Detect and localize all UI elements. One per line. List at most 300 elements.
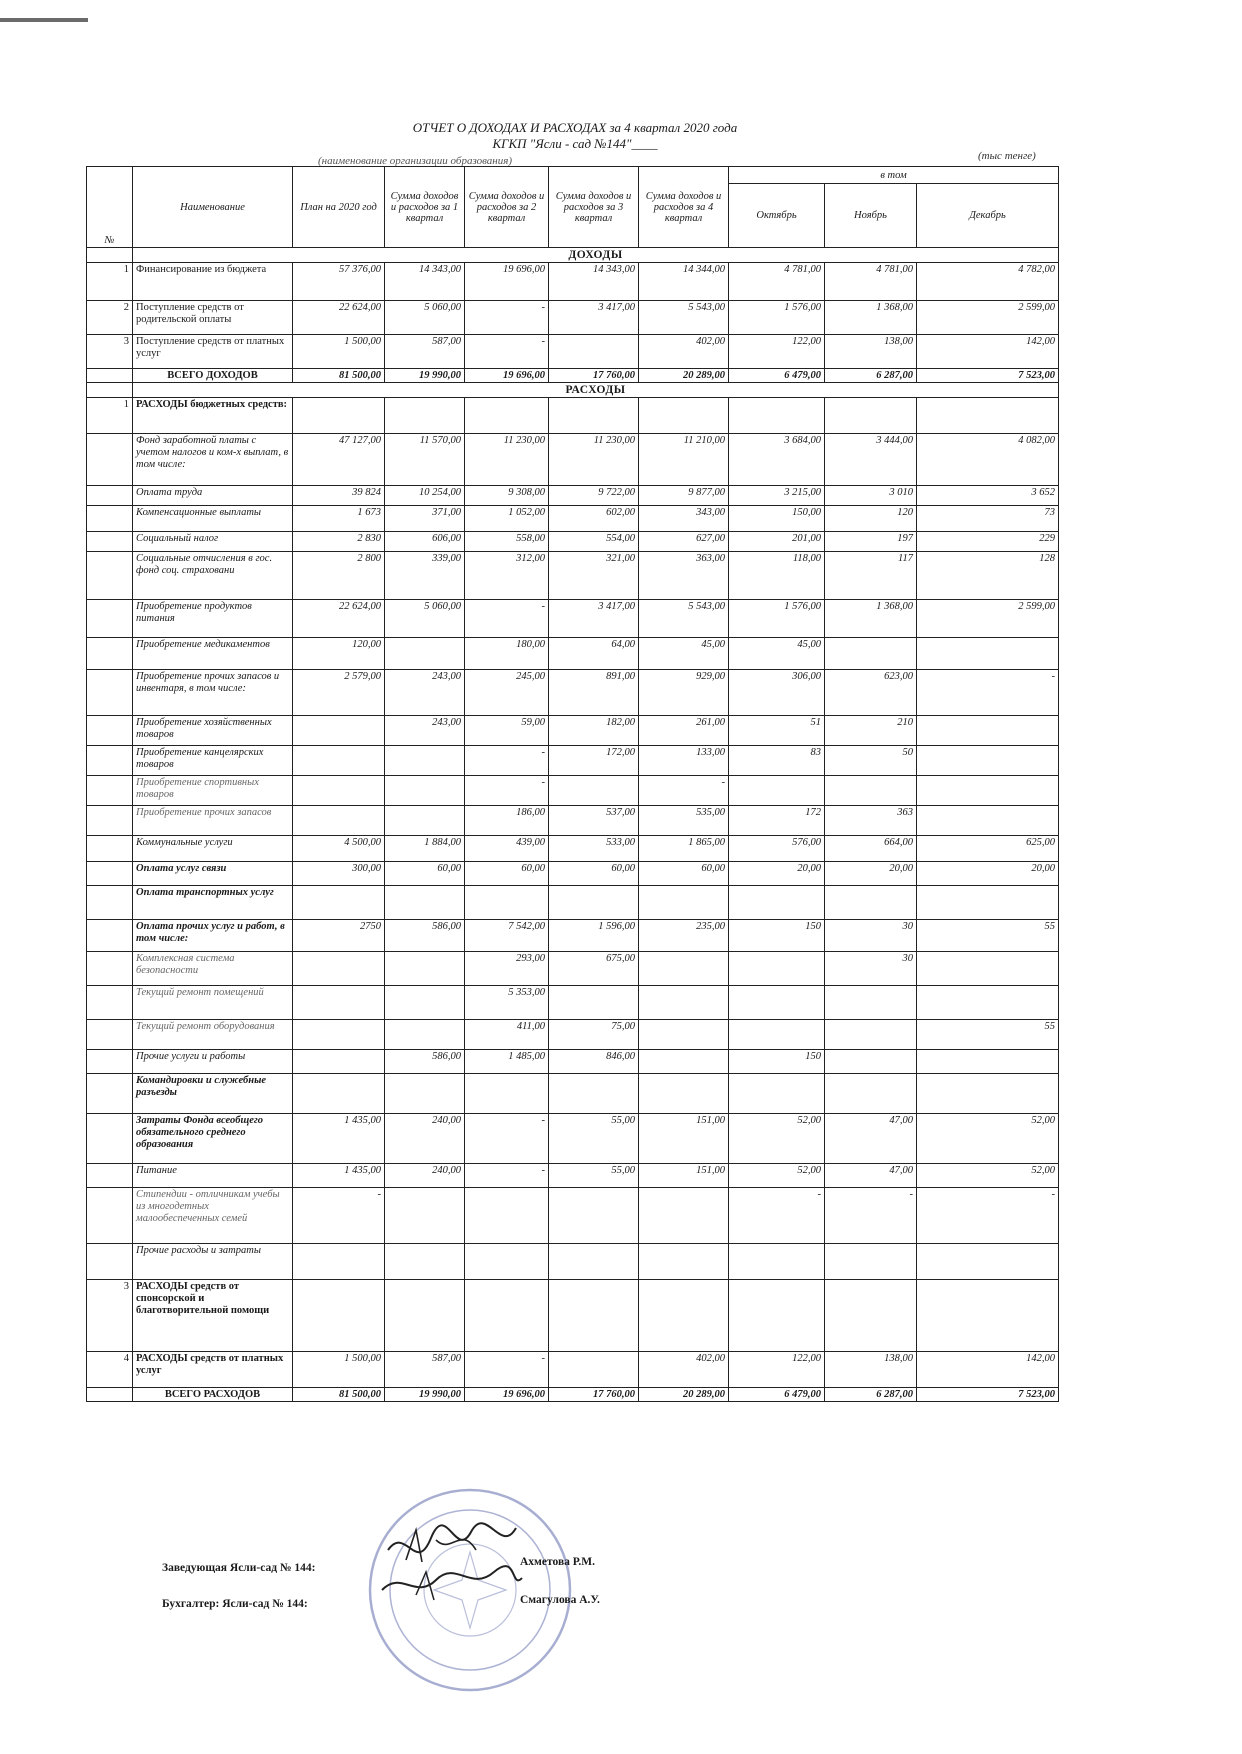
cell-q4: 343,00 <box>639 506 729 532</box>
accountant-name: Смагулова А.У. <box>520 1594 600 1606</box>
row-number <box>87 716 133 746</box>
cell-nov <box>825 886 917 920</box>
expense-row <box>87 1244 1059 1280</box>
cell-nov: - <box>825 1188 917 1244</box>
cell-q4 <box>639 1074 729 1114</box>
cell-q1: 339,00 <box>385 552 465 600</box>
cell-dec: 2 599,00 <box>917 301 1059 335</box>
cell-plan: 120,00 <box>293 638 385 670</box>
total-q1: 19 990,00 <box>385 1388 465 1402</box>
cell-q1 <box>385 886 465 920</box>
cell-plan: 22 624,00 <box>293 301 385 335</box>
cell-q3 <box>549 1352 639 1388</box>
header-name: Наименование <box>133 167 293 248</box>
row-number <box>87 746 133 776</box>
cell-oct: 576,00 <box>729 836 825 862</box>
cell-dec: 229 <box>917 532 1059 552</box>
cell-q1: 587,00 <box>385 1352 465 1388</box>
cell-nov: 138,00 <box>825 335 917 369</box>
cell-q1 <box>385 398 465 434</box>
cell-q2: - <box>465 1352 549 1388</box>
cell-q1 <box>385 746 465 776</box>
cell-q4: 1 865,00 <box>639 836 729 862</box>
cell-oct: 45,00 <box>729 638 825 670</box>
cell-oct: 201,00 <box>729 532 825 552</box>
cell-nov: 117 <box>825 552 917 600</box>
row-name: Поступление средств от родительской оплаты <box>133 301 293 335</box>
cell-q2: 59,00 <box>465 716 549 746</box>
row-name: Затраты Фонда всеобщего обязательного среднего образования <box>133 1114 293 1164</box>
cell-q3: 533,00 <box>549 836 639 862</box>
cell-plan <box>293 746 385 776</box>
cell-q1: 60,00 <box>385 862 465 886</box>
cell-nov: 210 <box>825 716 917 746</box>
cell-q2 <box>465 1074 549 1114</box>
cell-q2: - <box>465 776 549 806</box>
cell-dec: 52,00 <box>917 1114 1059 1164</box>
cell-plan <box>293 1280 385 1352</box>
cell-q3 <box>549 1280 639 1352</box>
cell-q2: 312,00 <box>465 552 549 600</box>
cell-plan: 1 500,00 <box>293 335 385 369</box>
cell-nov <box>825 398 917 434</box>
row-number <box>87 836 133 862</box>
cell-q1 <box>385 638 465 670</box>
cell-nov: 1 368,00 <box>825 301 917 335</box>
cell-q1 <box>385 776 465 806</box>
total-q3: 17 760,00 <box>549 1388 639 1402</box>
cell-q4 <box>639 398 729 434</box>
row-name: РАСХОДЫ средств от спонсорской и благотворительной помощи <box>133 1280 293 1352</box>
cell-plan: 2 800 <box>293 552 385 600</box>
total-q3: 17 760,00 <box>549 369 639 383</box>
cell-q3 <box>549 335 639 369</box>
cell-plan: 2 830 <box>293 532 385 552</box>
cell-q2 <box>465 1188 549 1244</box>
cell-q1 <box>385 1074 465 1114</box>
row-name: РАСХОДЫ бюджетных средств: <box>133 398 293 434</box>
row-number <box>87 506 133 532</box>
row-number <box>87 1114 133 1164</box>
row-name: Приобретение канцелярских товаров <box>133 746 293 776</box>
cell-nov <box>825 986 917 1020</box>
cell-q1 <box>385 986 465 1020</box>
expense-row <box>87 952 1059 986</box>
cell-q2: 7 542,00 <box>465 920 549 952</box>
scan-edge-mark <box>0 18 88 22</box>
cell-dec <box>917 776 1059 806</box>
cell-q4: - <box>639 776 729 806</box>
cell-q4: 261,00 <box>639 716 729 746</box>
cell-nov: 47,00 <box>825 1164 917 1188</box>
row-name: Приобретение прочих запасов <box>133 806 293 836</box>
total-plan: 81 500,00 <box>293 369 385 383</box>
total-q1: 19 990,00 <box>385 369 465 383</box>
cell-q3 <box>549 886 639 920</box>
cell-plan <box>293 1050 385 1074</box>
expense-row <box>87 600 1059 638</box>
cell-oct: 51 <box>729 716 825 746</box>
head-name: Ахметова Р.М. <box>520 1556 595 1568</box>
cell-nov <box>825 1244 917 1280</box>
expense-row <box>87 836 1059 862</box>
cell-q2: 411,00 <box>465 1020 549 1050</box>
cell-q1: 587,00 <box>385 335 465 369</box>
cell-q2: 558,00 <box>465 532 549 552</box>
expense-row <box>87 1280 1059 1352</box>
cell-q3: 64,00 <box>549 638 639 670</box>
cell-oct <box>729 776 825 806</box>
cell-q4: 5 543,00 <box>639 301 729 335</box>
cell-q3 <box>549 398 639 434</box>
cell-q3: 60,00 <box>549 862 639 886</box>
row-number: 4 <box>87 1352 133 1388</box>
cell-plan <box>293 716 385 746</box>
cell-nov: 1 368,00 <box>825 600 917 638</box>
expense-section-title <box>87 383 1059 398</box>
expense-row <box>87 1164 1059 1188</box>
cell-q3: 554,00 <box>549 532 639 552</box>
cell-q2: 439,00 <box>465 836 549 862</box>
cell-q2: 186,00 <box>465 806 549 836</box>
cell-plan: 4 500,00 <box>293 836 385 862</box>
row-number <box>87 434 133 486</box>
row-name: Текущий ремонт помещений <box>133 986 293 1020</box>
cell-q2: 11 230,00 <box>465 434 549 486</box>
row-number <box>87 952 133 986</box>
cell-dec: 52,00 <box>917 1164 1059 1188</box>
cell-oct: 52,00 <box>729 1164 825 1188</box>
income-section-title <box>87 248 1059 263</box>
header-group: в том <box>729 167 1059 184</box>
cell-nov: 197 <box>825 532 917 552</box>
cell-q3: 675,00 <box>549 952 639 986</box>
head-label: Заведующая Ясли-сад № 144: <box>162 1562 316 1574</box>
expense-row <box>87 506 1059 532</box>
cell-oct <box>729 1074 825 1114</box>
cell-nov <box>825 1280 917 1352</box>
row-name: Оплата труда <box>133 486 293 506</box>
cell-oct <box>729 1244 825 1280</box>
cell-q1: 10 254,00 <box>385 486 465 506</box>
cell-q3: 55,00 <box>549 1164 639 1188</box>
cell-plan <box>293 886 385 920</box>
cell-q1 <box>385 952 465 986</box>
total-oct: 6 479,00 <box>729 369 825 383</box>
expense-row <box>87 776 1059 806</box>
cell-nov: 20,00 <box>825 862 917 886</box>
total-oct: 6 479,00 <box>729 1388 825 1402</box>
row-name: Текущий ремонт оборудования <box>133 1020 293 1050</box>
row-name: Компенсационные выплаты <box>133 506 293 532</box>
cell-q2 <box>465 886 549 920</box>
row-name: Приобретение медикаментов <box>133 638 293 670</box>
cell-dec <box>917 1050 1059 1074</box>
cell-dec <box>917 746 1059 776</box>
expense-row <box>87 1020 1059 1050</box>
cell-q2: - <box>465 600 549 638</box>
cell-q4 <box>639 952 729 986</box>
cell-q3 <box>549 1074 639 1114</box>
header-nov: Ноябрь <box>825 184 917 248</box>
cell-nov: 47,00 <box>825 1114 917 1164</box>
row-number <box>87 532 133 552</box>
cell-oct: - <box>729 1188 825 1244</box>
cell-q3: 55,00 <box>549 1114 639 1164</box>
cell-oct: 83 <box>729 746 825 776</box>
income-total-row <box>87 369 1059 383</box>
cell-plan: 2750 <box>293 920 385 952</box>
expense-total-row <box>87 1388 1059 1402</box>
cell-q1: 371,00 <box>385 506 465 532</box>
row-number <box>87 670 133 716</box>
cell-q4 <box>639 1188 729 1244</box>
row-name: Приобретение прочих запасов и инвентаря, в том числе: <box>133 670 293 716</box>
total-nov: 6 287,00 <box>825 369 917 383</box>
cell-oct <box>729 1020 825 1050</box>
cell-oct: 52,00 <box>729 1114 825 1164</box>
cell-dec <box>917 1244 1059 1280</box>
row-name: Приобретение продуктов питания <box>133 600 293 638</box>
cell-nov <box>825 638 917 670</box>
cell-q1 <box>385 1280 465 1352</box>
row-name: Стипендии - отличникам учебы из многодетных малообеспеченных семей <box>133 1188 293 1244</box>
cell-nov: 3 444,00 <box>825 434 917 486</box>
cell-q4: 402,00 <box>639 1352 729 1388</box>
cell-oct: 172 <box>729 806 825 836</box>
cell-q3: 14 343,00 <box>549 263 639 301</box>
total-q4: 20 289,00 <box>639 369 729 383</box>
cell-q1: 11 570,00 <box>385 434 465 486</box>
cell-oct: 3 215,00 <box>729 486 825 506</box>
cell-nov: 30 <box>825 952 917 986</box>
row-name: Приобретение спортивных товаров <box>133 776 293 806</box>
cell-q1: 240,00 <box>385 1164 465 1188</box>
cell-q3 <box>549 986 639 1020</box>
cell-plan: 57 376,00 <box>293 263 385 301</box>
report-title-line1: ОТЧЕТ О ДОХОДАХ И РАСХОДАХ за 4 квартал 2020 года <box>412 120 738 135</box>
cell-q4 <box>639 1050 729 1074</box>
row-number <box>87 776 133 806</box>
row-number: 2 <box>87 301 133 335</box>
cell-q3: 602,00 <box>549 506 639 532</box>
cell-q3: 9 722,00 <box>549 486 639 506</box>
income-row <box>87 263 1059 301</box>
cell-plan: 22 624,00 <box>293 600 385 638</box>
cell-oct <box>729 1280 825 1352</box>
cell-oct <box>729 398 825 434</box>
cell-q4: 151,00 <box>639 1114 729 1164</box>
expense-row <box>87 1188 1059 1244</box>
row-number <box>87 886 133 920</box>
cell-nov: 4 781,00 <box>825 263 917 301</box>
cell-oct: 1 576,00 <box>729 600 825 638</box>
cell-q3: 321,00 <box>549 552 639 600</box>
cell-q4: 133,00 <box>639 746 729 776</box>
row-number <box>87 1188 133 1244</box>
expense-row <box>87 1352 1059 1388</box>
row-name: Командировки и служебные разъезды <box>133 1074 293 1114</box>
expense-row <box>87 986 1059 1020</box>
cell-dec: 55 <box>917 920 1059 952</box>
total-q2: 19 696,00 <box>465 369 549 383</box>
cell-q3 <box>549 776 639 806</box>
row-number <box>87 920 133 952</box>
cell-q2: - <box>465 335 549 369</box>
cell-plan: 300,00 <box>293 862 385 886</box>
row-name: Оплата услуг связи <box>133 862 293 886</box>
row-number <box>87 1020 133 1050</box>
cell-dec <box>917 952 1059 986</box>
cell-q1 <box>385 1188 465 1244</box>
row-name: Приобретение хозяйственных товаров <box>133 716 293 746</box>
cell-q3: 11 230,00 <box>549 434 639 486</box>
cell-plan <box>293 1074 385 1114</box>
row-number <box>87 638 133 670</box>
cell-oct: 150 <box>729 920 825 952</box>
header-q3: Сумма доходов и расходов за 3 квартал <box>549 167 639 248</box>
accountant-label: Бухгалтер: Ясли-сад № 144: <box>162 1598 308 1610</box>
cell-q4: 363,00 <box>639 552 729 600</box>
cell-dec: 142,00 <box>917 1352 1059 1388</box>
expense-row <box>87 670 1059 716</box>
cell-dec: - <box>917 1188 1059 1244</box>
cell-dec <box>917 716 1059 746</box>
cell-oct: 4 781,00 <box>729 263 825 301</box>
cell-dec: 128 <box>917 552 1059 600</box>
total-nov: 6 287,00 <box>825 1388 917 1402</box>
row-number <box>87 552 133 600</box>
row-number <box>87 1050 133 1074</box>
expense-row <box>87 1050 1059 1074</box>
row-number <box>87 862 133 886</box>
cell-q4 <box>639 1280 729 1352</box>
cell-oct: 150,00 <box>729 506 825 532</box>
cell-oct <box>729 986 825 1020</box>
cell-q2: 180,00 <box>465 638 549 670</box>
row-name: Социальные отчисления в гос. фонд соц. страховани <box>133 552 293 600</box>
cell-plan <box>293 776 385 806</box>
cell-dec <box>917 886 1059 920</box>
expense-row <box>87 486 1059 506</box>
expense-row <box>87 716 1059 746</box>
expense-row <box>87 638 1059 670</box>
total-dec: 7 523,00 <box>917 1388 1059 1402</box>
row-number <box>87 600 133 638</box>
expense-row <box>87 552 1059 600</box>
cell-plan: - <box>293 1188 385 1244</box>
total-label: ВСЕГО РАСХОДОВ <box>133 1388 293 1402</box>
cell-q1: 243,00 <box>385 716 465 746</box>
cell-plan <box>293 952 385 986</box>
header-q2: Сумма доходов и расходов за 2 квартал <box>465 167 549 248</box>
expense-row <box>87 746 1059 776</box>
cell-plan <box>293 986 385 1020</box>
row-number: 3 <box>87 335 133 369</box>
cell-q1: 586,00 <box>385 1050 465 1074</box>
cell-q2 <box>465 398 549 434</box>
cell-dec <box>917 1074 1059 1114</box>
cell-q3: 3 417,00 <box>549 301 639 335</box>
cell-dec: - <box>917 670 1059 716</box>
cell-oct: 122,00 <box>729 335 825 369</box>
cell-q4: 11 210,00 <box>639 434 729 486</box>
row-name: Оплата транспортных услуг <box>133 886 293 920</box>
cell-oct: 3 684,00 <box>729 434 825 486</box>
cell-q3 <box>549 1188 639 1244</box>
cell-nov <box>825 1074 917 1114</box>
row-name: Оплата прочих услуг и работ, в том числе: <box>133 920 293 952</box>
row-name: Коммунальные услуги <box>133 836 293 862</box>
cell-q1 <box>385 1244 465 1280</box>
cell-dec <box>917 986 1059 1020</box>
cell-nov: 138,00 <box>825 1352 917 1388</box>
cell-q4: 14 344,00 <box>639 263 729 301</box>
income-row <box>87 301 1059 335</box>
cell-q2: - <box>465 746 549 776</box>
cell-nov <box>825 1020 917 1050</box>
cell-q3: 846,00 <box>549 1050 639 1074</box>
cell-q2: 293,00 <box>465 952 549 986</box>
cell-q4: 929,00 <box>639 670 729 716</box>
cell-oct: 306,00 <box>729 670 825 716</box>
cell-dec: 55 <box>917 1020 1059 1050</box>
report-table <box>86 166 1059 1402</box>
row-name: Фонд заработной платы с учетом налогов и ком-х выплат, в том числе: <box>133 434 293 486</box>
cell-plan: 1 435,00 <box>293 1164 385 1188</box>
org-caption: (наименование организации образования) <box>318 155 513 167</box>
cell-dec: 4 782,00 <box>917 263 1059 301</box>
cell-dec: 4 082,00 <box>917 434 1059 486</box>
row-number <box>87 486 133 506</box>
row-number <box>87 1244 133 1280</box>
cell-dec <box>917 398 1059 434</box>
header-oct: Октябрь <box>729 184 825 248</box>
cell-q4: 45,00 <box>639 638 729 670</box>
cell-q4: 627,00 <box>639 532 729 552</box>
cell-q3: 75,00 <box>549 1020 639 1050</box>
header-q1: Сумма доходов и расходов за 1 квартал <box>385 167 465 248</box>
row-name: Финансирование из бюджета <box>133 263 293 301</box>
cell-plan: 2 579,00 <box>293 670 385 716</box>
row-name: Прочие услуги и работы <box>133 1050 293 1074</box>
cell-dec: 73 <box>917 506 1059 532</box>
cell-plan: 47 127,00 <box>293 434 385 486</box>
cell-nov: 120 <box>825 506 917 532</box>
cell-q3: 3 417,00 <box>549 600 639 638</box>
cell-plan: 1 435,00 <box>293 1114 385 1164</box>
cell-q1 <box>385 806 465 836</box>
expense-row <box>87 398 1059 434</box>
cell-q1: 5 060,00 <box>385 301 465 335</box>
header-q4: Сумма доходов и расходов за 4 квартал <box>639 167 729 248</box>
row-number <box>87 986 133 1020</box>
cell-plan: 1 500,00 <box>293 1352 385 1388</box>
cell-nov: 50 <box>825 746 917 776</box>
header-num: № <box>87 167 133 248</box>
expense-row <box>87 434 1059 486</box>
cell-q2: - <box>465 301 549 335</box>
cell-q3: 182,00 <box>549 716 639 746</box>
cell-q3: 891,00 <box>549 670 639 716</box>
cell-q3: 1 596,00 <box>549 920 639 952</box>
row-name: Питание <box>133 1164 293 1188</box>
cell-oct: 118,00 <box>729 552 825 600</box>
cell-dec: 20,00 <box>917 862 1059 886</box>
cell-q3: 537,00 <box>549 806 639 836</box>
cell-nov: 30 <box>825 920 917 952</box>
cell-q2: 245,00 <box>465 670 549 716</box>
